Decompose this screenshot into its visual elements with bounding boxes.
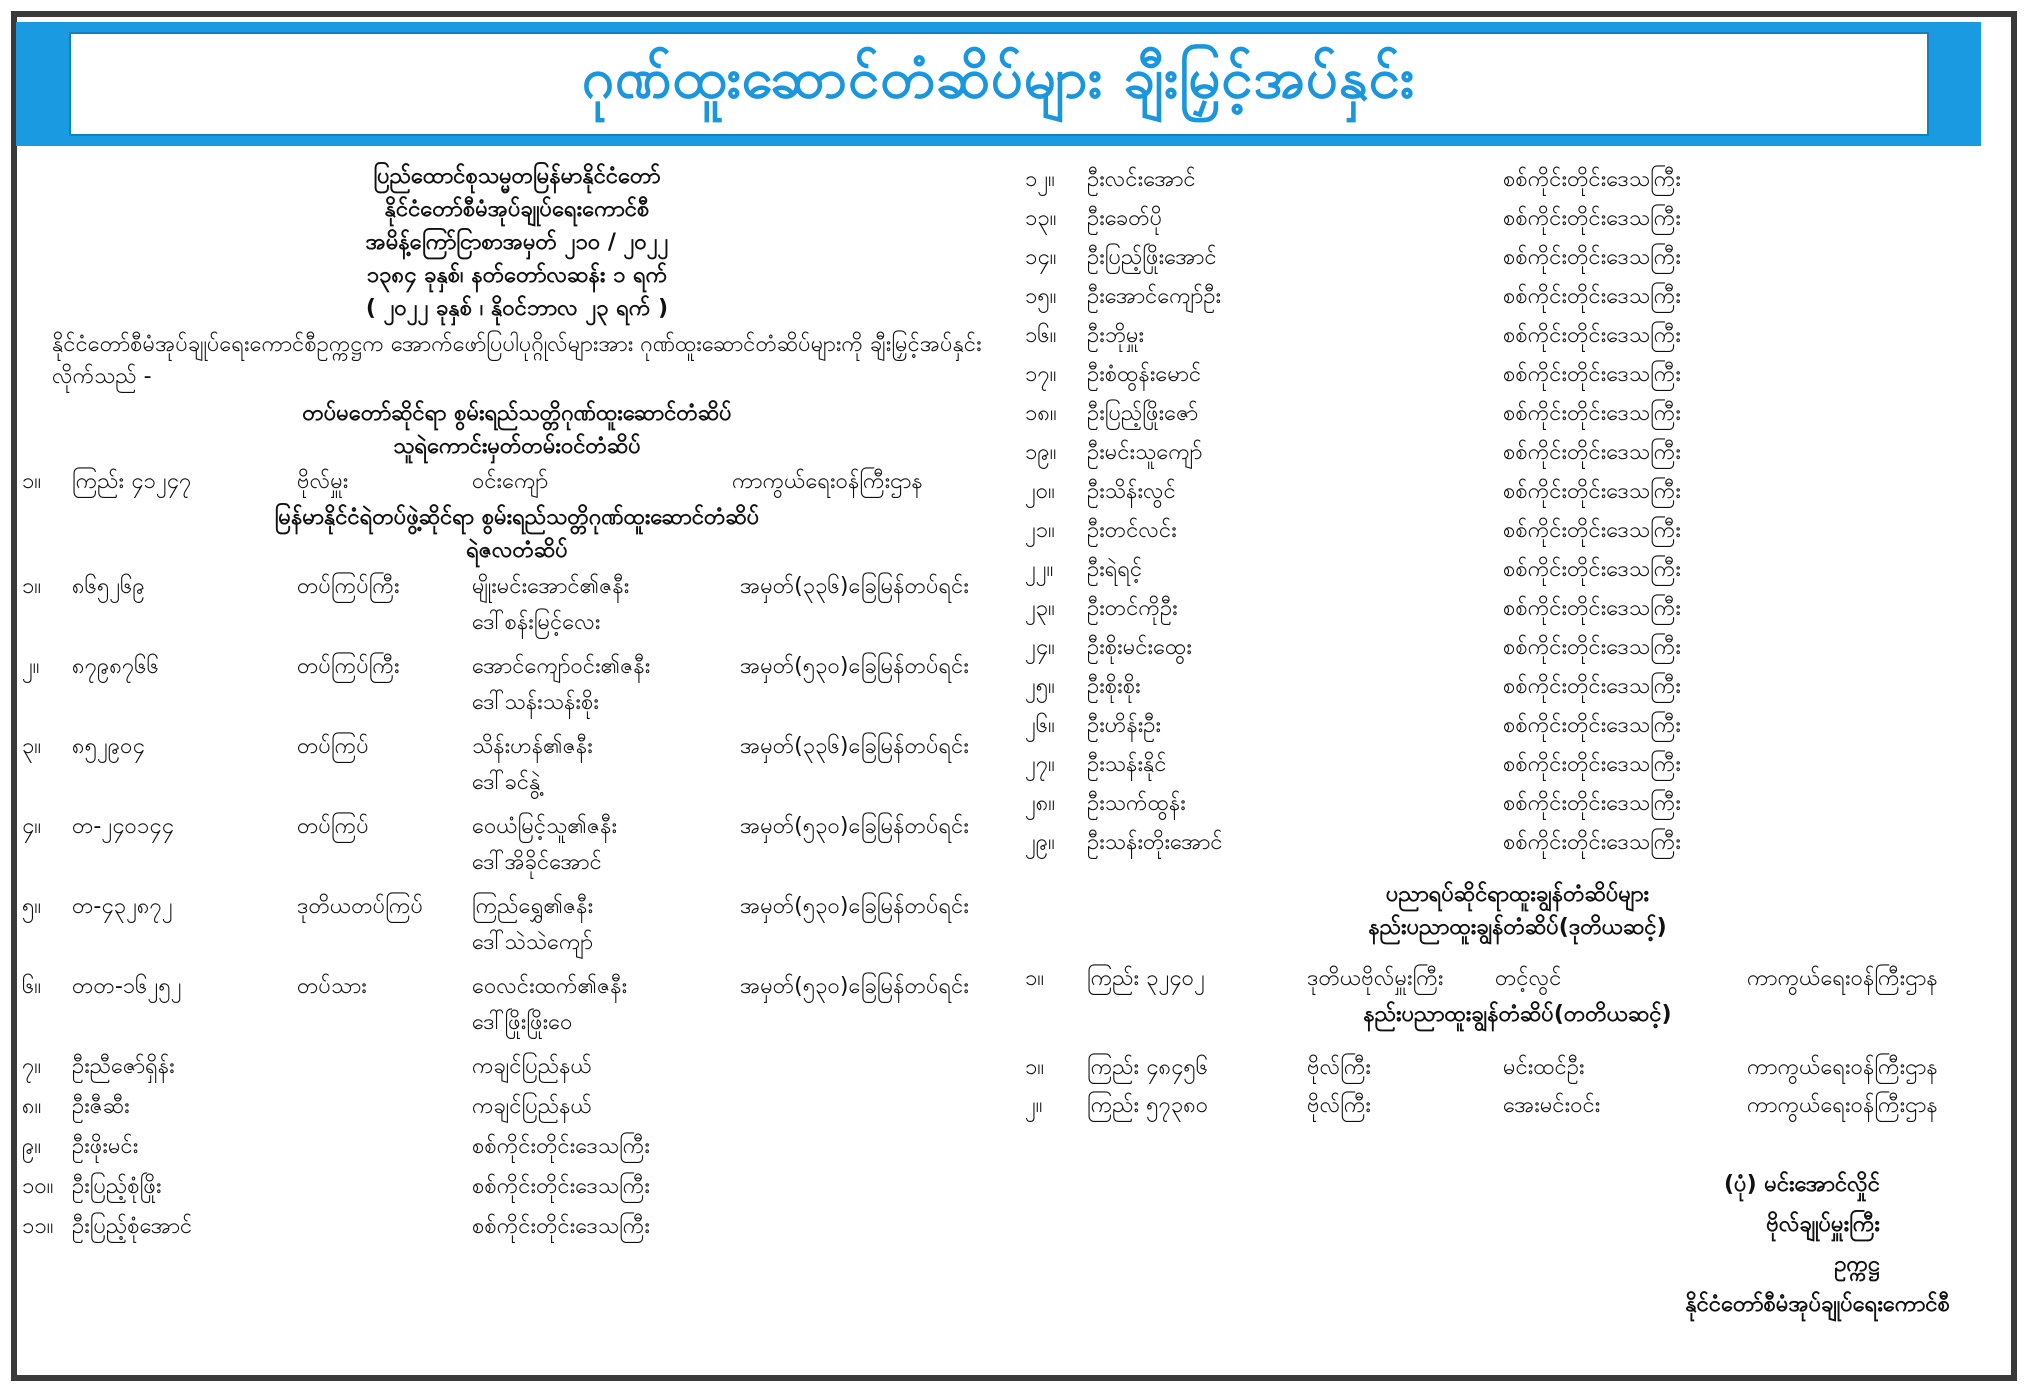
person-name: ဦးစံထွန်းမောင် <box>1087 362 1202 387</box>
rank: တပ်ကြပ် <box>297 734 369 759</box>
item-number: ၉။ <box>22 1134 42 1159</box>
item-number: ၂၅။ <box>1025 674 1055 699</box>
rank: တပ်ကြပ်ကြီး <box>297 574 400 599</box>
person-name: ဝေလင်းထက်၏ဇနီး <box>472 974 628 999</box>
right-column <box>1025 160 2010 1325</box>
section-subheading: နည်းပညာထူးချွန်တံဆိပ်(တတိယဆင့်) <box>1363 1002 1672 1027</box>
left-column <box>22 160 1012 1247</box>
list-item <box>1025 1087 2010 1125</box>
person-name: ဦးပြည့်စုံဖြိုး <box>72 1174 162 1199</box>
list-item <box>1025 511 2010 550</box>
region: စစ်ကိုင်းတိုင်းဒေသကြီး <box>1503 596 1681 621</box>
item-number: ၁၇။ <box>1025 362 1057 387</box>
item-number: ၂၉။ <box>1025 830 1055 855</box>
spouse-name: ဒေါ်သန်းသန်းစိုး <box>472 690 599 715</box>
item-number: ၁၆။ <box>1025 323 1057 348</box>
list-item <box>1025 628 2010 667</box>
item-number: ၂၀။ <box>1025 479 1055 504</box>
list-item <box>1025 394 2010 433</box>
person-name: ဦးဟိန်းဦး <box>1087 713 1162 738</box>
item-number: ၁။ <box>1025 966 1045 991</box>
person-name: ဝေယံမြင့်သူ၏ဇနီး <box>472 814 618 839</box>
item-number: ၇။ <box>22 1054 42 1079</box>
service-number: ကြည်း ၄၈၄၅၆ <box>1087 1055 1209 1080</box>
person-name: ဦးသန်းနိုင် <box>1087 752 1167 777</box>
header-line: ၁၃၈၄ ခုနှစ်၊ နတ်တော်လဆန်း ၁ ရက် <box>366 263 668 288</box>
list-item <box>1025 199 2010 238</box>
spouse-name: ဒေါ်ဖြိုးဖြိုးဝေ <box>472 1010 573 1035</box>
list-item <box>22 1207 1012 1247</box>
item-number: ၁၃။ <box>1025 206 1057 231</box>
signature-line: ဗိုလ်ချုပ်မှူးကြီး <box>1766 1212 1880 1237</box>
rank: တပ်သား <box>297 974 367 999</box>
rank: ဗိုလ်ကြီး <box>1307 1055 1372 1080</box>
person-name: ဦးသိန်းလွင် <box>1087 479 1176 504</box>
person-name: ဦးစိုးစိုး <box>1087 674 1141 699</box>
section-subheading: သူရဲကောင်းမှတ်တမ်းဝင်တံဆိပ် <box>393 434 641 459</box>
service-number: ၈၇၉၈၇၆၆ <box>72 654 160 679</box>
person-name: ဦးမင်းသူကျော် <box>1087 440 1203 465</box>
item-number: ၁၀။ <box>22 1174 54 1199</box>
item-number: ၁၉။ <box>1025 440 1057 465</box>
region: စစ်ကိုင်းတိုင်းဒေသကြီး <box>1503 713 1681 738</box>
item-number: ၁။ <box>22 574 42 599</box>
section-subheading: နည်းပညာထူးချွန်တံဆိပ်(ဒုတိယဆင့်) <box>1368 915 1667 940</box>
signature-line: (ပုံ) မင်းအောင်လှိုင် <box>1723 1172 1880 1197</box>
service-number: ၈၆၅၂၆၉ <box>72 574 145 599</box>
service-number: တ-၄၃၂၈၇၂ <box>72 894 173 919</box>
region: စစ်ကိုင်းတိုင်းဒေသကြီး <box>1503 674 1681 699</box>
rank: တပ်ကြပ်ကြီး <box>297 654 400 679</box>
list-item <box>22 463 1012 501</box>
region: စစ်ကိုင်းတိုင်းဒေသကြီး <box>1503 323 1681 348</box>
item-number: ၄။ <box>22 814 42 839</box>
region: စစ်ကိုင်းတိုင်းဒေသကြီး <box>472 1174 650 1199</box>
item-number: ၅။ <box>22 894 42 919</box>
header-line: ပြည်ထောင်စုသမ္မတမြန်မာနိုင်ငံတော် <box>373 164 661 189</box>
unit: ကာကွယ်ရေးဝန်ကြီးဌာန <box>1747 1055 1938 1080</box>
person-name: ဦးတင်လင်း <box>1087 518 1177 543</box>
rank: ဗိုလ်မှူး <box>297 469 349 494</box>
list-item <box>1025 550 2010 589</box>
person-name: အောင်ကျော်ဝင်း၏ဇနီး <box>472 654 651 679</box>
list-item <box>1025 160 2010 199</box>
item-number: ၂။ <box>22 654 40 679</box>
item-number: ၁၂။ <box>1025 167 1055 192</box>
person-name: ဦးစိုးမင်းထွေး <box>1087 635 1192 660</box>
person-name: ဝင်းကျော် <box>472 469 549 494</box>
list-item <box>1025 472 2010 511</box>
unit: ကာကွယ်ရေးဝန်ကြီးဌာန <box>1747 1093 1938 1118</box>
unit: အမှတ်(၃၃၆)ခြေမြန်တပ်ရင်း <box>740 574 969 599</box>
item-number: ၂။ <box>1025 1093 1043 1118</box>
header-line: အမိန့်ကြော်ငြာစာအမှတ် ၂၁၀ / ၂၀၂၂ <box>365 230 669 255</box>
header-line: နိုင်ငံတော်စီမံအုပ်ချုပ်ရေးကောင်စီ <box>384 197 650 222</box>
rank: ဒုတိယဗိုလ်မှူးကြီး <box>1307 966 1444 991</box>
person-name: ဦးဘိုမှူး <box>1087 323 1145 348</box>
list-item <box>1025 589 2010 628</box>
signature-line: ဥက္ကဋ္ဌ <box>1834 1252 1880 1277</box>
person-name: တင့်လွင် <box>1495 966 1562 991</box>
region: စစ်ကိုင်းတိုင်းဒေသကြီး <box>1503 830 1681 855</box>
region: ကချင်ပြည်နယ် <box>472 1054 592 1079</box>
spouse-name: ဒေါ်သဲသဲကျော် <box>472 930 594 955</box>
section-subheading: ရဲဇလတံဆိပ် <box>466 538 568 563</box>
section-heading: တပ်မတော်ဆိုင်ရာ စွမ်းရည်သတ္တိဂုဏ်ထူးဆောင်တံဆိပ် <box>302 401 732 426</box>
section-heading: မြန်မာနိုင်ငံရဲတပ်ဖွဲ့ဆိုင်ရာ စွမ်းရည်သတ္တိဂုဏ်ထူးဆောင်တံဆိပ် <box>274 505 760 530</box>
rank: တပ်ကြပ် <box>297 814 369 839</box>
list-item <box>1025 1049 2010 1087</box>
list-item <box>22 887 1012 967</box>
service-number: ကြည်း ၃၂၄၀၂ <box>1087 966 1205 991</box>
item-number: ၃။ <box>22 734 42 759</box>
list-item <box>1025 706 2010 745</box>
region: စစ်ကိုင်းတိုင်းဒေသကြီး <box>1503 557 1681 582</box>
person-name: မင်းထင်ဦး <box>1503 1055 1585 1080</box>
list-item <box>1025 277 2010 316</box>
list-item <box>22 1127 1012 1167</box>
person-name: သိန်းဟန်၏ဇနီး <box>472 734 593 759</box>
list-item <box>22 967 1012 1047</box>
person-name: ဦးတင်ကိုဦး <box>1087 596 1178 621</box>
list-item <box>22 1047 1012 1087</box>
item-number: ၂၄။ <box>1025 635 1055 660</box>
person-name: ဦးလင်းအောင် <box>1087 167 1196 192</box>
unit: အမှတ်(၅၃၀)ခြေမြန်တပ်ရင်း <box>740 814 969 839</box>
region: စစ်ကိုင်းတိုင်းဒေသကြီး <box>1503 518 1681 543</box>
list-item <box>1025 667 2010 706</box>
list-item <box>22 647 1012 727</box>
item-number: ၁၈။ <box>1025 401 1057 426</box>
spouse-name: ဒေါ်အိခိုင်အောင် <box>472 850 602 875</box>
list-item <box>1025 745 2010 784</box>
item-number: ၂၇။ <box>1025 752 1055 777</box>
item-number: ၂၂။ <box>1025 557 1054 582</box>
service-number: ကြည်း ၄၁၂၄၇ <box>72 469 192 494</box>
region: စစ်ကိုင်းတိုင်းဒေသကြီး <box>1503 401 1681 426</box>
unit: အမှတ်(၃၃၆)ခြေမြန်တပ်ရင်း <box>740 734 969 759</box>
item-number: ၂၈။ <box>1025 791 1056 816</box>
item-number: ၂၆။ <box>1025 713 1055 738</box>
unit: အမှတ်(၅၃၀)ခြေမြန်တပ်ရင်း <box>740 974 969 999</box>
region: ကချင်ပြည်နယ် <box>472 1094 592 1119</box>
list-item <box>22 727 1012 807</box>
spouse-name: ဒေါ်စန်းမြင့်လေး <box>472 610 601 635</box>
list-item <box>1025 433 2010 472</box>
region: စစ်ကိုင်းတိုင်းဒေသကြီး <box>1503 284 1681 309</box>
person-name: မျိုးမင်းအောင်၏ဇနီး <box>472 574 630 599</box>
spouse-name: ဒေါ်ခင်နွဲ့ <box>472 770 541 795</box>
title-banner <box>16 22 1981 146</box>
list-item <box>1025 316 2010 355</box>
page-title: ဂုဏ်ထူးဆောင်တံဆိပ်များ ချီးမြှင့်အပ်နှင်း <box>581 46 1416 111</box>
section-heading: ပညာရပ်ဆိုင်ရာထူးချွန်တံဆိပ်များ <box>1385 882 1650 907</box>
list-item <box>22 807 1012 887</box>
service-number: ၈၅၂၉၀၄ <box>72 734 145 759</box>
person-name: ဦးပြည့်စုံအောင် <box>72 1214 193 1239</box>
region: စစ်ကိုင်းတိုင်းဒေသကြီး <box>1503 635 1681 660</box>
region: စစ်ကိုင်းတိုင်းဒေသကြီး <box>1503 362 1681 387</box>
service-number: တတ-၁၆၂၅၂ <box>72 974 182 999</box>
item-number: ၁၁။ <box>22 1214 54 1239</box>
region: စစ်ကိုင်းတိုင်းဒေသကြီး <box>1503 440 1681 465</box>
item-number: ၁၄။ <box>1025 245 1057 270</box>
region: စစ်ကိုင်းတိုင်းဒေသကြီး <box>1503 167 1681 192</box>
list-item <box>22 1167 1012 1207</box>
item-number: ၁၅။ <box>1025 284 1057 309</box>
unit: ကာကွယ်ရေးဝန်ကြီးဌာန <box>1747 966 1938 991</box>
list-item <box>1025 355 2010 394</box>
list-item <box>1025 784 2010 823</box>
item-number: ၁။ <box>1025 1055 1045 1080</box>
region: စစ်ကိုင်းတိုင်းဒေသကြီး <box>1503 245 1681 270</box>
person-name: ဦးပြည့်ဖြိုးဇော် <box>1087 401 1199 426</box>
person-name: ဦးသန်းတိုးအောင် <box>1087 830 1223 855</box>
list-item <box>22 1087 1012 1127</box>
person-name: ဦးပြည့်ဖြိုးအောင် <box>1087 245 1217 270</box>
person-name: ဦးဇီဆီး <box>72 1094 130 1119</box>
service-number: တ-၂၄၀၁၄၄ <box>72 814 175 839</box>
item-number: ၁။ <box>22 469 42 494</box>
person-name: ဦးသက်ထွန်း <box>1087 791 1186 816</box>
list-item <box>1025 960 2010 998</box>
person-name: ဦးရဲရင့် <box>1087 557 1143 582</box>
intro-paragraph: နိုင်ငံတော်စီမံအုပ်ချုပ်ရေးကောင်စီဥက္ကဋ္ဌက အောက်ဖော်ပြပါပုဂ္ဂိုလ်များအား ဂုဏ်ထူးဆောင်တံဆိပ်များကို ချီးမြှင့်အပ်နှင်းလိုက်သည် - <box>52 332 982 389</box>
person-name: ဦးဖိုးမင်း <box>72 1134 139 1159</box>
item-number: ၆။ <box>22 974 42 999</box>
item-number: ၈။ <box>22 1094 42 1119</box>
region: စစ်ကိုင်းတိုင်းဒေသကြီး <box>472 1214 650 1239</box>
signature-line: နိုင်ငံတော်စီမံအုပ်ချုပ်ရေးကောင်စီ <box>1685 1292 1950 1317</box>
list-item <box>22 567 1012 647</box>
rank: ဒုတိယတပ်ကြပ် <box>297 894 423 919</box>
person-name: ဦးအောင်ကျော်ဦး <box>1087 284 1222 309</box>
person-name: ကြည်ရွှေ၏ဇနီး <box>472 894 594 919</box>
service-number: ကြည်း ၅၇၃၈၀ <box>1087 1093 1209 1118</box>
region: စစ်ကိုင်းတိုင်းဒေသကြီး <box>1503 479 1681 504</box>
unit: အမှတ်(၅၃၀)ခြေမြန်တပ်ရင်း <box>740 894 969 919</box>
item-number: ၂၁။ <box>1025 518 1055 543</box>
person-name: ဦးညီဇော်ရှိန်း <box>72 1054 175 1079</box>
item-number: ၂၃။ <box>1025 596 1055 621</box>
title-box <box>69 32 1929 136</box>
unit: ကာကွယ်ရေးဝန်ကြီးဌာန <box>732 469 923 494</box>
unit: အမှတ်(၅၃၀)ခြေမြန်တပ်ရင်း <box>740 654 969 679</box>
person-name: အေးမင်းဝင်း <box>1503 1093 1601 1118</box>
header-line: ( ၂၀၂၂ ခုနှစ် ၊ နိုဝင်ဘာလ ၂၃ ရက် ) <box>365 296 669 321</box>
person-name: ဦးခေတ်ပို <box>1087 206 1163 231</box>
region: စစ်ကိုင်းတိုင်းဒေသကြီး <box>1503 206 1681 231</box>
rank: ဗိုလ်ကြီး <box>1307 1093 1372 1118</box>
list-item <box>1025 238 2010 277</box>
region: စစ်ကိုင်းတိုင်းဒေသကြီး <box>472 1134 650 1159</box>
region: စစ်ကိုင်းတိုင်းဒေသကြီး <box>1503 752 1681 777</box>
list-item <box>1025 823 2010 862</box>
region: စစ်ကိုင်းတိုင်းဒေသကြီး <box>1503 791 1681 816</box>
